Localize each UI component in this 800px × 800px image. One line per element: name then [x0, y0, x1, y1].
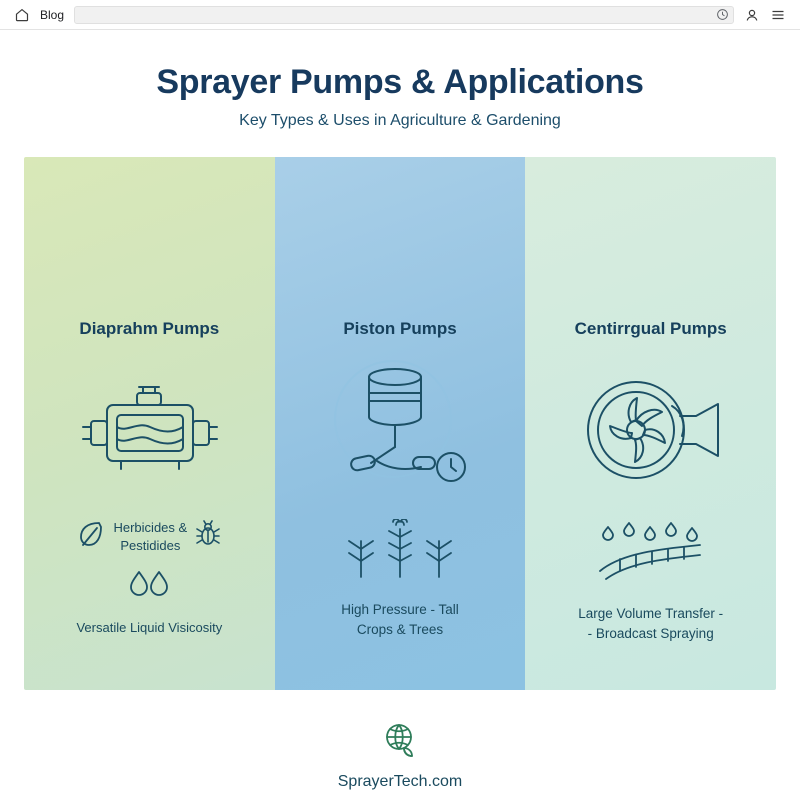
globe-leaf-icon: [380, 720, 420, 765]
brand-name: SprayerTech.com: [337, 773, 463, 790]
column-caption-centrifugal: Large Volume Transfer - - Broadcast Spraying: [578, 606, 724, 642]
browser-toolbar: [0, 0, 800, 30]
feature-row-broadcast: [596, 519, 706, 590]
feature-row-herbicides: [77, 519, 221, 554]
feature-label-viscosity: Versatile Liquid Visicosity: [76, 620, 223, 636]
column-caption-piston: High Pressure - Tall Crops & Trees: [341, 602, 459, 638]
column-heading-piston: Piston Pumps: [343, 319, 457, 338]
leaf-icon: [77, 519, 105, 554]
pump-column-diaphragm: [24, 157, 275, 690]
hamburger-menu-icon[interactable]: [770, 7, 786, 23]
feature-row-tall-crops: [341, 519, 459, 586]
profile-icon[interactable]: [744, 7, 760, 23]
column-heading-diaphragm: Diaprahm Pumps: [79, 319, 220, 338]
page-title: Sprayer Pumps & Applications: [156, 63, 644, 101]
broadcast-spray-icon: [596, 519, 706, 590]
pump-column-centrifugal: [525, 157, 776, 690]
clock-history-icon[interactable]: [716, 8, 729, 21]
home-icon[interactable]: [14, 7, 30, 23]
column-heading-centrifugal: Centirrgual Pumps: [574, 319, 727, 338]
feature-label-herbicides: Herbicides & Pestidides: [113, 520, 188, 553]
feature-row-viscosity: [121, 566, 177, 615]
page-subtitle: Key Types & Uses in Agriculture & Gardening: [239, 112, 561, 129]
footer: [0, 720, 800, 791]
water-droplets-icon: [121, 566, 177, 615]
address-bar[interactable]: [74, 6, 734, 24]
pump-columns: [24, 157, 776, 690]
piston-pump-icon: [315, 357, 485, 507]
centrifugal-pump-icon: [576, 357, 726, 507]
infographic-poster: [0, 30, 800, 800]
tab-label[interactable]: Blog: [40, 7, 65, 22]
bug-icon: [195, 520, 221, 553]
tall-crops-trees-icon: [341, 519, 459, 586]
pump-column-piston: [275, 157, 526, 690]
diaphragm-pump-icon: [69, 357, 229, 507]
